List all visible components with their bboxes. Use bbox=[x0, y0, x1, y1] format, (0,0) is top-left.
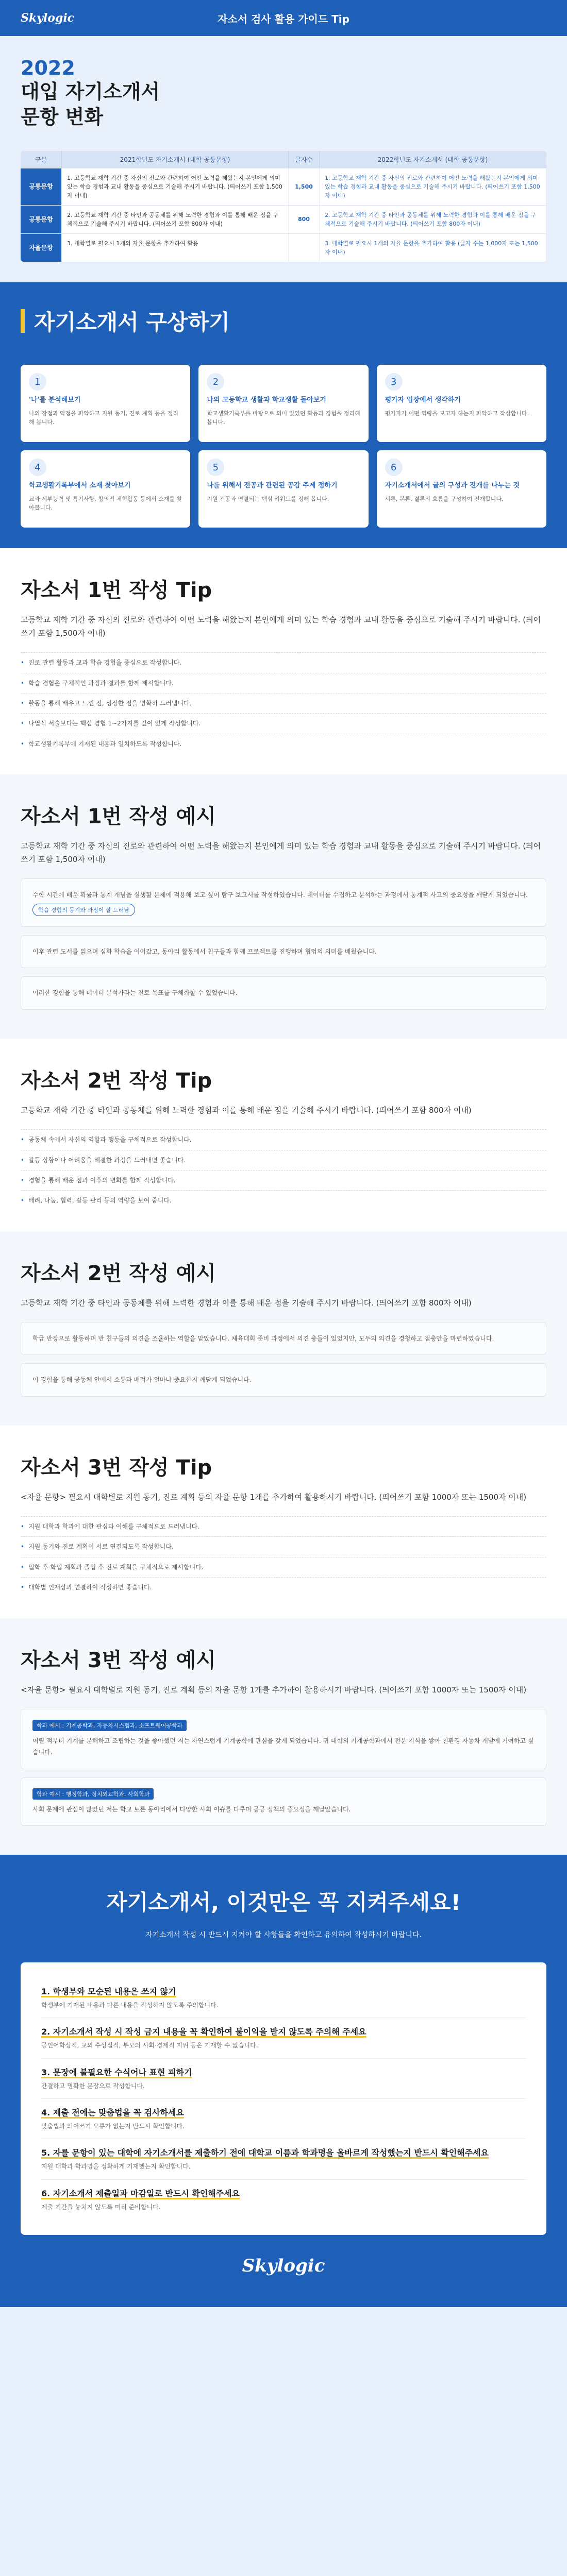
bullet-icon: • bbox=[21, 1543, 25, 1551]
q2-example-section bbox=[0, 1231, 567, 1426]
number-icon: 2 bbox=[207, 373, 224, 391]
howto-card bbox=[21, 365, 190, 442]
table-row bbox=[21, 205, 546, 233]
example-note: 학습 경험의 동기와 과정이 잘 드러남 bbox=[32, 904, 135, 916]
check-body: 학생부에 기재된 내용과 다른 내용을 작성하지 않도록 주의합니다. bbox=[41, 2001, 219, 2009]
howto-card bbox=[377, 365, 546, 442]
check-body: 간결하고 명확한 문장으로 작성합니다. bbox=[41, 2082, 145, 2090]
example-text: 수학 시간에 배운 확률과 통계 개념을 실생활 문제에 적용해 보고 싶어 탐구 보고서를 작성하였습니다. 데이터를 수집하고 분석하는 과정에서 통계적 사고의 중요성을 깨닫게 되었습니다. bbox=[32, 891, 528, 899]
howto-card bbox=[21, 450, 190, 528]
bullet-icon: • bbox=[21, 1197, 25, 1205]
list-item bbox=[21, 1577, 546, 1597]
tip-text: 활동을 통해 배우고 느낀 점, 성장한 점을 명확히 드러냅니다. bbox=[28, 699, 192, 707]
tip-list bbox=[21, 1516, 546, 1598]
footer-logo[interactable]: Skylogic bbox=[242, 2256, 325, 2277]
section-title: 자소서 3번 작성 예시 bbox=[21, 1648, 216, 1672]
check-body: 제출 기간을 놓치지 않도록 미리 준비합니다. bbox=[41, 2203, 161, 2211]
old-question: 3. 대학별로 필요시 1개의 자율 문항을 추가하여 활용 bbox=[62, 234, 289, 262]
checklist-item bbox=[41, 2180, 526, 2219]
question-text: <자율 문항> 필요시 대학별로 지원 동기, 진로 계획 등의 자율 문항 1개를 추가하여 활용하시기 바랍니다. (띄어쓰기 포함 1000자 또는 1500자 이내) bbox=[21, 1492, 527, 1502]
char-count bbox=[289, 234, 320, 262]
tip-text: 지원 동기와 진로 계획이 서로 연결되도록 작성합니다. bbox=[28, 1543, 174, 1551]
column-header: 글자수 bbox=[289, 151, 320, 168]
example-box bbox=[21, 1777, 546, 1826]
section-title: 자기소개서 구상하기 bbox=[34, 310, 230, 335]
row-category: 공통문항 bbox=[21, 168, 62, 205]
example-text: 어릴 적부터 기계를 분해하고 조립하는 것을 좋아했던 저는 자연스럽게 기계공학에 관심을 갖게 되었습니다. 귀 대학의 기계공학과에서 전문 지식을 쌓아 친환경 자동차 개발에 기여하고 싶습니다. bbox=[32, 1737, 534, 1756]
example-text: 이러한 경험을 통해 데이터 분석가라는 진로 목표를 구체화할 수 있었습니다. bbox=[32, 989, 238, 997]
table-row bbox=[21, 168, 546, 205]
card-title: 학교생활기록부에서 소재 찾아보기 bbox=[29, 482, 131, 490]
example-text: 학급 반장으로 활동하며 반 친구들의 의견을 조율하는 역할을 맡았습니다. 체육대회 준비 과정에서 의견 충돌이 있었지만, 모두의 의견을 경청하고 절충안을 마련하였습니다. bbox=[32, 1335, 494, 1343]
tip-list bbox=[21, 1129, 546, 1211]
number-icon: 5 bbox=[207, 459, 224, 476]
check-title: 2. 자기소개서 작성 시 작성 금지 내용을 꼭 확인하여 불이익을 받지 않도록 주의해 주세요 bbox=[41, 2027, 366, 2037]
list-item bbox=[21, 1129, 546, 1149]
comparison-table bbox=[21, 151, 546, 262]
tip-text: 갈등 상황이나 어려움을 해결한 과정을 드러내면 좋습니다. bbox=[28, 1156, 186, 1164]
check-title: 5. 자를 문항이 있는 대학에 자기소개서를 제출하기 전에 대학교 이름과 학과명을 올바르게 작성했는지 반드시 확인해주세요 bbox=[41, 2148, 489, 2158]
tip-text: 배려, 나눔, 협력, 갈등 관리 등의 역량을 보여 줍니다. bbox=[28, 1197, 172, 1205]
major-tag: 학과 예시 : 기계공학과, 자동차시스템과, 소프트웨어공학과 bbox=[32, 1720, 187, 1731]
list-item bbox=[21, 1190, 546, 1210]
example-box bbox=[21, 1322, 546, 1355]
list-item bbox=[21, 1557, 546, 1577]
list-item bbox=[21, 713, 546, 733]
checklist-item bbox=[41, 2018, 526, 2058]
question-text: 고등학교 재학 기간 중 자신의 진로와 관련하여 어떤 노력을 해왔는지 본인에게 의미 있는 학습 경험과 교내 활동을 중심으로 기술해 주시기 바랍니다. (띄어쓰기 포함 1,500자 이내) bbox=[21, 615, 541, 638]
howto-card bbox=[377, 450, 546, 528]
final-section bbox=[0, 1855, 567, 2308]
new-question: 2. 고등학교 재학 기간 중 타인과 공동체를 위해 노력한 경험과 이를 통해 배운 점을 구체적으로 기술해 주시기 바랍니다. (띄어쓰기 포함 800자 이내) bbox=[320, 206, 546, 233]
comparison-header bbox=[21, 151, 546, 168]
final-intro: 자기소개서 작성 시 반드시 지켜야 할 사항들을 확인하고 유의하여 작성하시기 바랍니다. bbox=[145, 1930, 422, 1939]
column-header: 2022학년도 자기소개서 (대학 공통문항) bbox=[320, 151, 546, 168]
checklist-item bbox=[41, 1978, 526, 2018]
brand-logo[interactable]: Skylogic bbox=[21, 11, 75, 25]
card-body: 교과 세부능력 및 특기사항, 창의적 체험활동 등에서 소재를 찾아봅니다. bbox=[29, 496, 182, 512]
bullet-icon: • bbox=[21, 1176, 25, 1184]
tip-text: 학교생활기록부에 기재된 내용과 일치하도록 작성합니다. bbox=[28, 740, 182, 748]
tip-text: 나열식 서술보다는 핵심 경험 1~2가지를 깊이 있게 작성합니다. bbox=[28, 720, 201, 727]
howto-card bbox=[198, 450, 368, 528]
bullet-icon: • bbox=[21, 699, 25, 707]
hero-title: 대입 자기소개서 bbox=[21, 80, 160, 103]
card-body: 서론, 본론, 결론의 흐름을 구성하여 전개합니다. bbox=[385, 496, 504, 503]
new-question: 1. 고등학교 재학 기간 중 자신의 진로와 관련하여 어떤 노력을 해왔는지 본인에게 의미 있는 학습 경험과 교내 활동을 중심으로 기술해 주시기 바랍니다. (띄어쓰기 포함 1,500자 이내) bbox=[320, 168, 546, 205]
example-box bbox=[21, 935, 546, 968]
major-tag: 학과 예시 : 행정학과, 정치외교학과, 사회학과 bbox=[32, 1788, 154, 1800]
list-item bbox=[21, 1170, 546, 1190]
section-title: 자소서 1번 작성 예시 bbox=[21, 805, 216, 829]
number-icon: 1 bbox=[29, 373, 46, 391]
check-title: 4. 제출 전에는 맞춤법을 꼭 검사하세요 bbox=[41, 2108, 184, 2118]
howto-section-header bbox=[0, 282, 567, 360]
row-category: 공통문항 bbox=[21, 206, 62, 233]
bullet-icon: • bbox=[21, 740, 25, 748]
question-text: 고등학교 재학 기간 중 자신의 진로와 관련하여 어떤 노력을 해왔는지 본인에게 의미 있는 학습 경험과 교내 활동을 중심으로 기술해 주시기 바랍니다. (띄어쓰기 포함 1,500자 이내) bbox=[21, 841, 541, 864]
card-title: 나를 위해서 전공과 관련된 공감 주제 정하기 bbox=[207, 482, 338, 490]
list-item bbox=[21, 1536, 546, 1556]
list-item bbox=[21, 652, 546, 672]
hero-subtitle: 문항 변화 bbox=[21, 106, 104, 129]
check-body: 공인어학성적, 교외 수상실적, 부모의 사회·경제적 지위 등은 기재할 수 없습니다. bbox=[41, 2042, 258, 2049]
accent-bar bbox=[21, 309, 25, 333]
list-item bbox=[21, 693, 546, 713]
q3-tip-section bbox=[0, 1426, 567, 1618]
checklist bbox=[21, 1962, 546, 2235]
section-title: 자소서 2번 작성 예시 bbox=[21, 1261, 216, 1285]
check-body: 맞춤법과 띄어쓰기 오류가 없는지 반드시 확인합니다. bbox=[41, 2123, 185, 2130]
section-title: 자소서 2번 작성 Tip bbox=[21, 1069, 212, 1093]
q2-tip-section bbox=[0, 1039, 567, 1231]
number-icon: 3 bbox=[385, 373, 403, 391]
char-count: 800 bbox=[289, 206, 320, 233]
card-body: 나의 장점과 약점을 파악하고 지원 동기, 진로 계획 등을 정리해 봅니다. bbox=[29, 410, 178, 426]
list-item bbox=[21, 673, 546, 693]
tip-text: 지원 대학과 학과에 대한 관심과 이해를 구체적으로 드러냅니다. bbox=[28, 1523, 199, 1531]
question-text: <자율 문항> 필요시 대학별로 지원 동기, 진로 계획 등의 자율 문항 1개를 추가하여 활용하시기 바랍니다. (띄어쓰기 포함 1000자 또는 1500자 이내) bbox=[21, 1685, 527, 1694]
bullet-icon: • bbox=[21, 679, 25, 687]
tip-text: 입학 후 학업 계획과 졸업 후 진로 계획을 구체적으로 제시합니다. bbox=[28, 1563, 204, 1571]
tip-text: 공동체 속에서 자신의 역할과 행동을 구체적으로 작성합니다. bbox=[28, 1136, 192, 1144]
example-box bbox=[21, 1363, 546, 1396]
char-count: 1,500 bbox=[289, 168, 320, 205]
example-text: 사회 문제에 관심이 많았던 저는 학교 토론 동아리에서 다양한 사회 이슈를 다루며 공공 정책의 중요성을 깨달았습니다. bbox=[32, 1805, 351, 1813]
question-text: 고등학교 재학 기간 중 타인과 공동체를 위해 노력한 경험과 이를 통해 배운 점을 기술해 주시기 바랍니다. (띄어쓰기 포함 800자 이내) bbox=[21, 1298, 472, 1308]
bullet-icon: • bbox=[21, 720, 25, 727]
bullet-icon: • bbox=[21, 1156, 25, 1164]
checklist-item bbox=[41, 2139, 526, 2179]
page-title: 자소서 검사 활용 가이드 Tip bbox=[218, 12, 349, 25]
old-question: 2. 고등학교 재학 기간 중 타인과 공동체를 위해 노력한 경험과 이를 통해 배운 점을 구체적으로 기술해 주시기 바랍니다. (띄어쓰기 포함 800자 이내) bbox=[62, 206, 289, 233]
section-title: 자소서 1번 작성 Tip bbox=[21, 579, 212, 603]
q1-example-section bbox=[0, 774, 567, 1039]
tip-text: 대학별 인재상과 연결하여 작성하면 좋습니다. bbox=[28, 1584, 152, 1591]
checklist-item bbox=[41, 2059, 526, 2099]
old-question: 1. 고등학교 재학 기간 중 자신의 진로와 관련하여 어떤 노력을 해왔는지 본인에게 의미 있는 학습 경험과 교내 활동을 중심으로 기술해 주시기 바랍니다. (띄어쓰기 포함 1,500자 이내) bbox=[62, 168, 289, 205]
check-title: 3. 문장에 불필요한 수식어나 표현 피하기 bbox=[41, 2067, 192, 2077]
question-text: 고등학교 재학 기간 중 타인과 공동체를 위해 노력한 경험과 이를 통해 배운 점을 기술해 주시기 바랍니다. (띄어쓰기 포함 800자 이내) bbox=[21, 1105, 472, 1115]
new-question: 3. 대학별로 필요시 1개의 자율 문항을 추가하여 활용 (글자 수는 1,000자 또는 1,500자 이내) bbox=[320, 234, 546, 262]
example-text: 이후 관련 도서를 읽으며 심화 학습을 이어갔고, 동아리 활동에서 친구들과 함께 프로젝트를 진행하며 협업의 의미를 배웠습니다. bbox=[32, 948, 377, 956]
card-body: 학교생활기록부를 바탕으로 의미 있었던 활동과 경험을 정리해 봅니다. bbox=[207, 410, 360, 426]
hero-year: 2022 bbox=[21, 57, 75, 79]
column-header: 2021학년도 자기소개서 (대학 공통문항) bbox=[62, 151, 289, 168]
bullet-icon: • bbox=[21, 659, 25, 667]
bullet-icon: • bbox=[21, 1563, 25, 1571]
bullet-icon: • bbox=[21, 1523, 25, 1531]
row-category: 자율문항 bbox=[21, 234, 62, 262]
section-title: 자기소개서, 이것만은 꼭 지켜주세요! bbox=[106, 1889, 461, 1915]
q1-tip-section bbox=[0, 548, 567, 774]
card-title: 자기소개서에서 글의 구성과 전개를 나누는 것 bbox=[385, 482, 520, 490]
number-icon: 6 bbox=[385, 459, 403, 476]
column-header: 구분 bbox=[21, 151, 62, 168]
card-title: 평가자 입장에서 생각하기 bbox=[385, 396, 461, 404]
card-title: '나'를 분석해보기 bbox=[29, 396, 81, 404]
bullet-icon: • bbox=[21, 1136, 25, 1144]
check-title: 1. 학생부와 모순된 내용은 쓰지 않기 bbox=[41, 1986, 176, 1996]
example-box bbox=[21, 1709, 546, 1769]
top-bar bbox=[0, 0, 567, 36]
section-title: 자소서 3번 작성 Tip bbox=[21, 1455, 212, 1480]
tip-text: 경험을 통해 배운 점과 이후의 변화를 함께 작성합니다. bbox=[28, 1176, 176, 1184]
list-item bbox=[21, 1516, 546, 1536]
hero bbox=[0, 36, 567, 141]
check-body: 지원 대학과 학과명을 정확하게 기재했는지 확인합니다. bbox=[41, 2163, 191, 2171]
check-title: 6. 자기소개서 제출일과 마감일로 반드시 확인해주세요 bbox=[41, 2188, 240, 2198]
bullet-icon: • bbox=[21, 1584, 25, 1591]
card-body: 평가자가 어떤 역량을 보고자 하는지 파악하고 작성합니다. bbox=[385, 410, 529, 417]
example-box bbox=[21, 878, 546, 927]
table-row bbox=[21, 233, 546, 262]
card-body: 지원 전공과 연결되는 핵심 키워드를 정해 봅니다. bbox=[207, 496, 329, 503]
checklist-item bbox=[41, 2099, 526, 2139]
list-item bbox=[21, 1150, 546, 1170]
howto-card bbox=[198, 365, 368, 442]
example-text: 이 경험을 통해 공동체 안에서 소통과 배려가 얼마나 중요한지 깨닫게 되었습니다. bbox=[32, 1376, 252, 1384]
howto-cards bbox=[0, 360, 567, 548]
example-box bbox=[21, 976, 546, 1009]
tip-text: 학습 경험은 구체적인 과정과 결과를 함께 제시합니다. bbox=[28, 679, 174, 687]
list-item bbox=[21, 734, 546, 754]
tip-text: 진로 관련 활동과 교과 학습 경험을 중심으로 작성합니다. bbox=[28, 659, 182, 667]
card-title: 나의 고등학교 생활과 학교생활 돌아보기 bbox=[207, 396, 326, 404]
number-icon: 4 bbox=[29, 459, 46, 476]
tip-list bbox=[21, 652, 546, 754]
q3-example-section bbox=[0, 1618, 567, 1855]
